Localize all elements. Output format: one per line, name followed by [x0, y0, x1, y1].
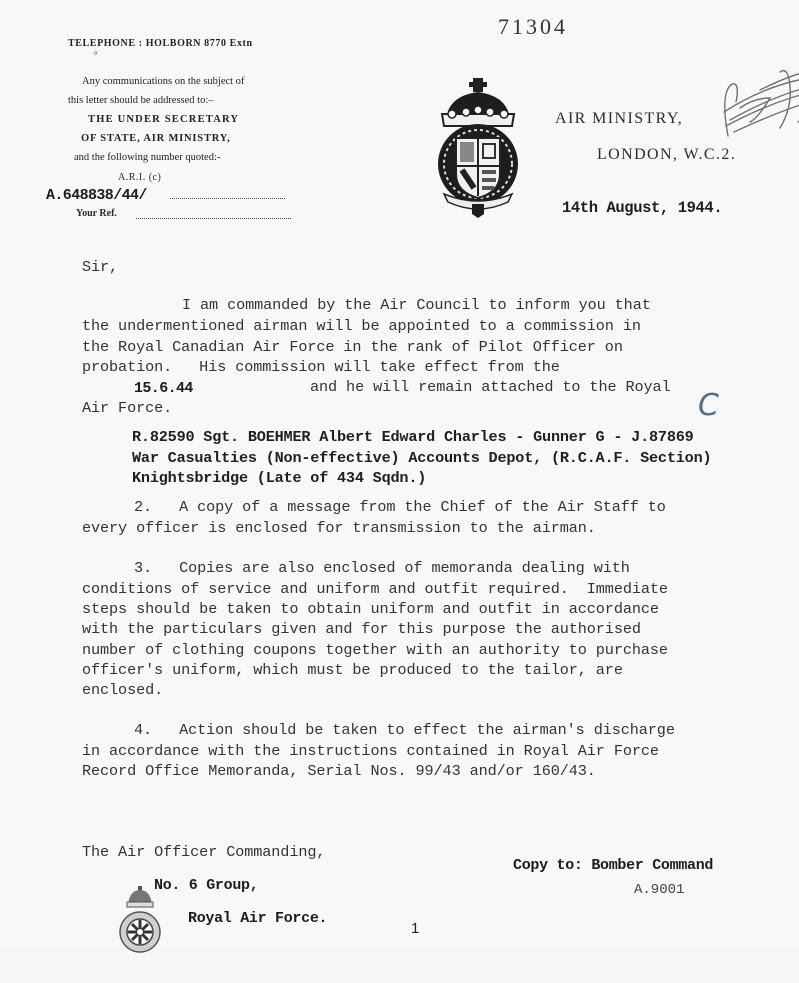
paragraph-3-line-3: steps should be taken to obtain uniform and outfit in accordance — [82, 600, 659, 618]
paragraph-1-line-4: probation. His commission will take effect from the — [82, 358, 560, 376]
paragraph-1-line-2: the undermentioned airman will be appointed to a commission in — [82, 317, 641, 335]
addressee-line-1: The Air Officer Commanding, — [82, 843, 326, 861]
paragraph-2-line-2: every officer is enclosed for transmission to the airman. — [82, 519, 596, 537]
paragraph-1-line-6: Air Force. — [82, 399, 173, 417]
paragraph-3-line-6: officer's uniform, which must be produced to the tailor, are — [82, 661, 623, 679]
paragraph-1-line-1: I am commanded by the Air Council to inform you that — [182, 296, 651, 314]
paragraph-4-line-2: in accordance with the instructions contained in Royal Air Force — [82, 742, 659, 760]
salutation: Sir, — [82, 258, 119, 276]
pencil-scribble-mark — [672, 44, 797, 124]
raf-crest-icon — [80, 868, 124, 942]
our-ref-dotted-line — [170, 190, 285, 199]
instruction-line-3: THE UNDER SECRETARY — [88, 114, 240, 125]
paragraph-3-line-2: conditions of service and uniform and outfit required. Immediate — [82, 580, 668, 598]
our-ref-value: A.648838/44/ — [46, 187, 147, 204]
effective-date: 15.6.44 — [134, 380, 193, 397]
airman-line-2: War Casualties (Non-effective) Accounts Depot, (R.C.A.F. Section) — [132, 449, 712, 467]
airman-line-1: R.82590 Sgt. BOEHMER Albert Edward Charles - Gunner G - J.87869 — [132, 428, 694, 446]
address-line-1: AIR MINISTRY, — [555, 110, 684, 127]
instruction-line-5: and the following number quoted:- — [74, 152, 221, 163]
paragraph-1-line-5: and he will remain attached to the Royal — [310, 378, 671, 396]
our-ref-label: A.R.I. (c) — [118, 172, 162, 183]
copy-to-line: Copy to: Bomber Command — [513, 857, 714, 874]
paragraph-2-line-1: 2. A copy of a message from the Chief of the Air Staff to — [134, 498, 666, 516]
telephone-line: TELEPHONE : HOLBORN 8770 Extn — [68, 38, 253, 49]
instruction-line-1: Any communications on the subject of — [82, 76, 245, 87]
handwritten-c-mark: C — [698, 388, 719, 423]
paragraph-3-line-4: with the particulars given and for this purpose the authorised — [82, 620, 641, 638]
paragraph-3-line-5: number of clothing coupons together with an authority to purchase — [82, 641, 668, 659]
address-line-2: LONDON, W.C.2. — [597, 146, 737, 163]
file-number: 71304 — [498, 14, 568, 39]
instruction-line-2: this letter should be addressed to:– — [68, 95, 214, 106]
paragraph-3-line-1: 3. Copies are also enclosed of memoranda dealing with — [134, 559, 630, 577]
paragraph-3-line-7: enclosed. — [82, 681, 164, 699]
letter-date: 14th August, 1944. — [562, 199, 723, 217]
paragraph-1-line-3: the Royal Canadian Air Force in the rank of Pilot Officer on — [82, 338, 623, 356]
copy-to-ref: A.9001 — [634, 882, 685, 898]
your-ref-label: Your Ref. — [76, 208, 117, 219]
addressee-line-2: No. 6 Group, — [154, 877, 259, 894]
page-number: 1 — [411, 920, 420, 937]
paragraph-4-line-3: Record Office Memoranda, Serial Nos. 99/43 and/or 160/43. — [82, 762, 596, 780]
airman-line-3: Knightsbridge (Late of 434 Sqdn.) — [132, 469, 427, 487]
instruction-line-4: OF STATE, AIR MINISTRY, — [81, 133, 231, 144]
paragraph-4-line-1: 4. Action should be taken to effect the airman's discharge — [134, 721, 675, 739]
royal-crest-icon — [390, 58, 490, 200]
addressee-line-3: Royal Air Force. — [188, 910, 328, 927]
your-ref-dotted-line — [136, 210, 291, 219]
telephone-ext-mark: ° — [94, 50, 98, 60]
